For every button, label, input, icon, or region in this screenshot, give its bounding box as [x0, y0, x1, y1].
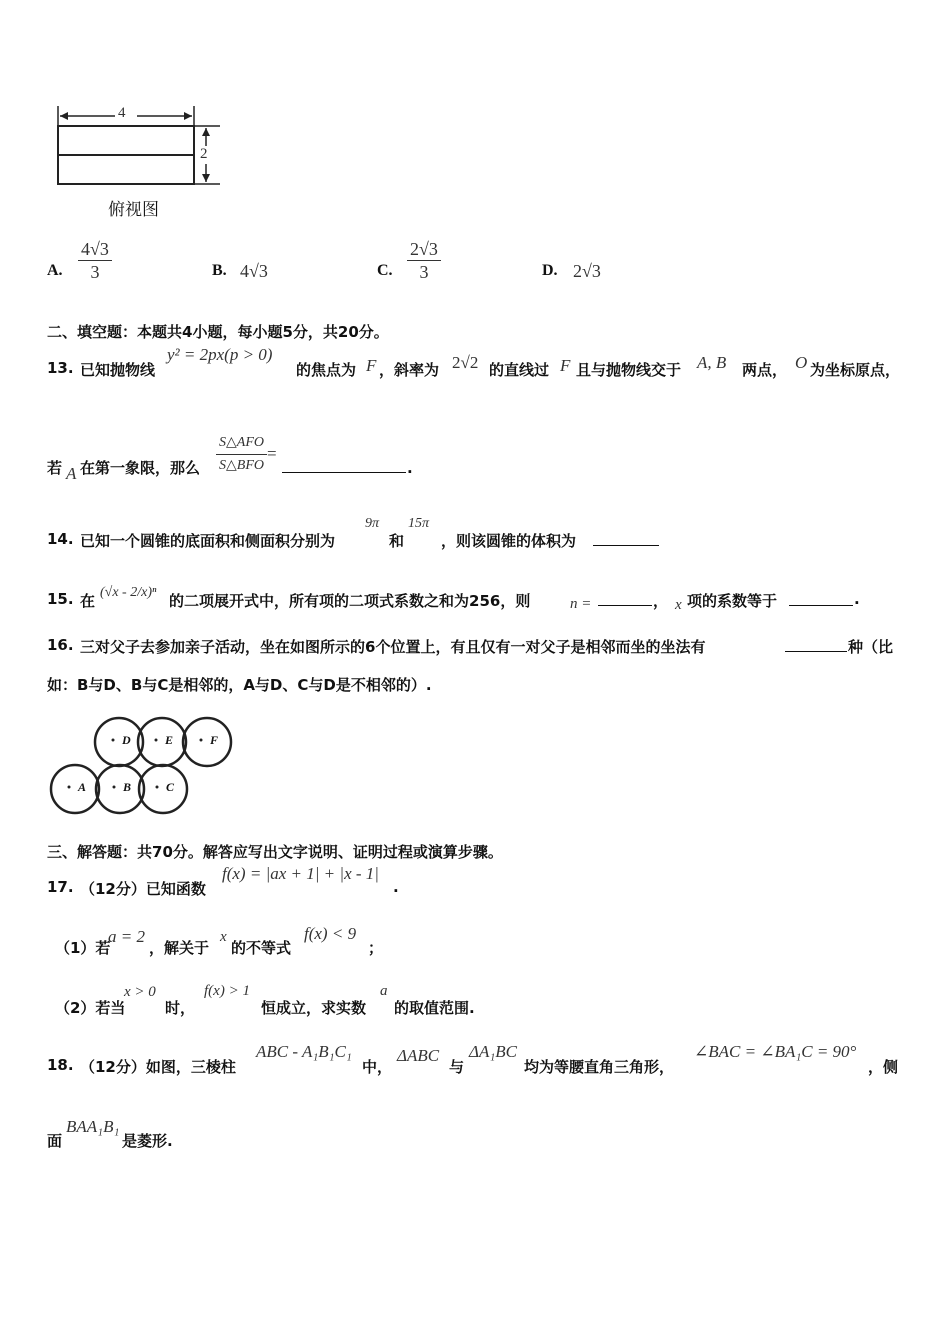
q18-prism: ABC - A₁B₁C₁: [256, 1042, 352, 1061]
q15-n-equals: n =: [570, 596, 592, 612]
q14-text-2: 和: [389, 532, 405, 550]
q13-parabola-eq: y² = 2px(p > 0): [167, 345, 273, 364]
q13-points-ab: A, B: [697, 353, 727, 372]
q18-number: 18.: [47, 1056, 74, 1074]
seat-c-label: C: [166, 780, 175, 794]
q14-base-area: 9π: [365, 516, 380, 531]
section-3-title: 三、解答题：共70分。解答应写出文字说明、证明过程或演算步骤。: [47, 843, 503, 861]
q16-text-1: 三对父子去参加亲子活动，坐在如图所示的6个位置上，有且仅有一对父子是相邻而坐的坐法有: [80, 638, 706, 656]
seat-b-label: B: [123, 780, 132, 794]
q17-part2-text-d: 的取值范围.: [394, 999, 475, 1017]
q15-text-2: 的二项展开式中，所有项的二项式系数之和为256，则: [169, 592, 531, 610]
q17-part1-text-c: 的不等式: [231, 939, 292, 957]
q18-text-3: 与: [449, 1058, 465, 1076]
q13-number: 13.: [47, 359, 74, 377]
q13-text-3: ，斜率为: [379, 361, 440, 379]
q15-text-4: 项的系数等于: [687, 592, 778, 610]
q17-part1-inequality: f(x) < 9: [304, 924, 357, 943]
q18-text-2: 中，: [362, 1058, 393, 1076]
q18-text-1: （12分）如图，三棱柱: [80, 1058, 236, 1076]
q17-number: 17.: [47, 878, 74, 896]
option-d-label: D.: [542, 262, 558, 279]
q13-text-2: 的焦点为: [296, 361, 357, 379]
q13-focus-f-2: F: [560, 356, 571, 375]
q17-part2-text-b: 时，: [165, 999, 196, 1017]
seat-e-label: E: [165, 733, 174, 747]
q18-triangle-1: ΔABC: [397, 1046, 440, 1065]
q16-answer-blank[interactable]: [785, 637, 847, 652]
q14-text-3: ，则该圆锥的体积为: [441, 532, 577, 550]
q17-part2-variable: a: [380, 983, 388, 999]
q15-text-3: ，: [653, 592, 669, 610]
q13-text-5: 且与抛物线交于: [576, 361, 682, 379]
q13-area-ratio: S△AFO S△BFO: [216, 432, 267, 477]
q17-period: .: [393, 878, 399, 896]
q18-text-5: ，侧: [868, 1058, 899, 1076]
option-a-label: A.: [47, 262, 63, 279]
q13-point-a: A: [66, 464, 77, 483]
q15-text-1: 在: [80, 592, 96, 610]
q15-answer-blank-1[interactable]: [598, 591, 652, 606]
q14-answer-blank[interactable]: [593, 531, 659, 546]
q14-lateral-area: 15π: [408, 516, 430, 531]
q17-part1-text-b: ，解关于: [149, 939, 210, 957]
q18-triangle-2: ΔA₁BC: [469, 1042, 517, 1061]
q14-text-1: 已知一个圆锥的底面积和侧面积分别为: [80, 532, 336, 550]
option-b-label: B.: [212, 262, 227, 279]
q17-part2-text-a: （2）若当: [55, 999, 126, 1017]
q15-answer-blank-2[interactable]: [789, 591, 853, 606]
seat-a-label: A: [78, 780, 87, 794]
top-view-caption: 俯视图: [108, 200, 159, 220]
top-view-width-label: 4: [118, 105, 126, 121]
q16-number: 16.: [47, 636, 74, 654]
option-a-value: $\frac{4√3}{3}$: [78, 238, 112, 283]
q18-angles: ∠BAC = ∠BA₁C = 90°: [694, 1042, 857, 1061]
q18-face: BAA₁B₁: [66, 1117, 120, 1136]
q13-text-9: 在第一象限，那么: [80, 459, 201, 477]
q18-text-6: 面: [47, 1132, 63, 1150]
q17-part1-condition: a = 2: [108, 927, 145, 946]
q17-part2-condition: x > 0: [124, 984, 156, 1000]
q13-text-6: 两点，: [742, 361, 788, 379]
top-view-height-label: 2: [200, 146, 208, 162]
q17-part1-end: ；: [368, 939, 384, 957]
q13-text-7: 为坐标原点，: [810, 361, 901, 379]
q13-answer-blank[interactable]: [282, 458, 406, 473]
seat-d-label: D: [122, 733, 131, 747]
q17-part1-x: x: [220, 929, 227, 945]
q13-equals: =: [267, 444, 277, 463]
q17-text-1: （12分）已知函数: [80, 880, 206, 898]
q16-text-2: 种（比: [848, 638, 894, 656]
option-d-value: 2√3: [573, 261, 601, 281]
q18-text-4: 均为等腰直角三角形，: [524, 1058, 675, 1076]
seating-figure: [45, 712, 240, 817]
seat-f-label: F: [210, 733, 219, 747]
q13-text-4: 的直线过: [489, 361, 550, 379]
section-2-title: 二、填空题：本题共4小题，每小题5分，共20分。: [47, 323, 389, 341]
q15-period: .: [854, 590, 860, 608]
q17-part2-text-c: 恒成立，求实数: [261, 999, 367, 1017]
q13-slope: 2√2: [452, 353, 479, 372]
q17-part1-text-a: （1）若: [55, 939, 111, 957]
option-c-value: $\frac{2√3}{3}$: [407, 238, 441, 283]
option-b-value: 4√3: [240, 261, 268, 281]
option-c-label: C.: [377, 262, 393, 279]
q17-part2-inequality: f(x) > 1: [204, 983, 250, 999]
q15-x-term: x: [675, 597, 682, 613]
q17-function: f(x) = |ax + 1| + |x - 1|: [222, 864, 379, 883]
q13-text-1: 已知抛物线: [80, 361, 156, 379]
q15-binomial-expr: (√x - 2/x)ⁿ: [100, 585, 157, 600]
q14-number: 14.: [47, 530, 74, 548]
q13-text-8: 若: [47, 459, 63, 477]
q13-focus-f: F: [366, 356, 377, 375]
q16-text-3: 如：B与D、B与C是相邻的，A与D、C与D是不相邻的）.: [47, 676, 432, 694]
q13-period: .: [407, 459, 413, 477]
q18-text-7: 是菱形.: [122, 1132, 173, 1150]
q13-origin-o: O: [795, 353, 808, 372]
q15-number: 15.: [47, 590, 74, 608]
